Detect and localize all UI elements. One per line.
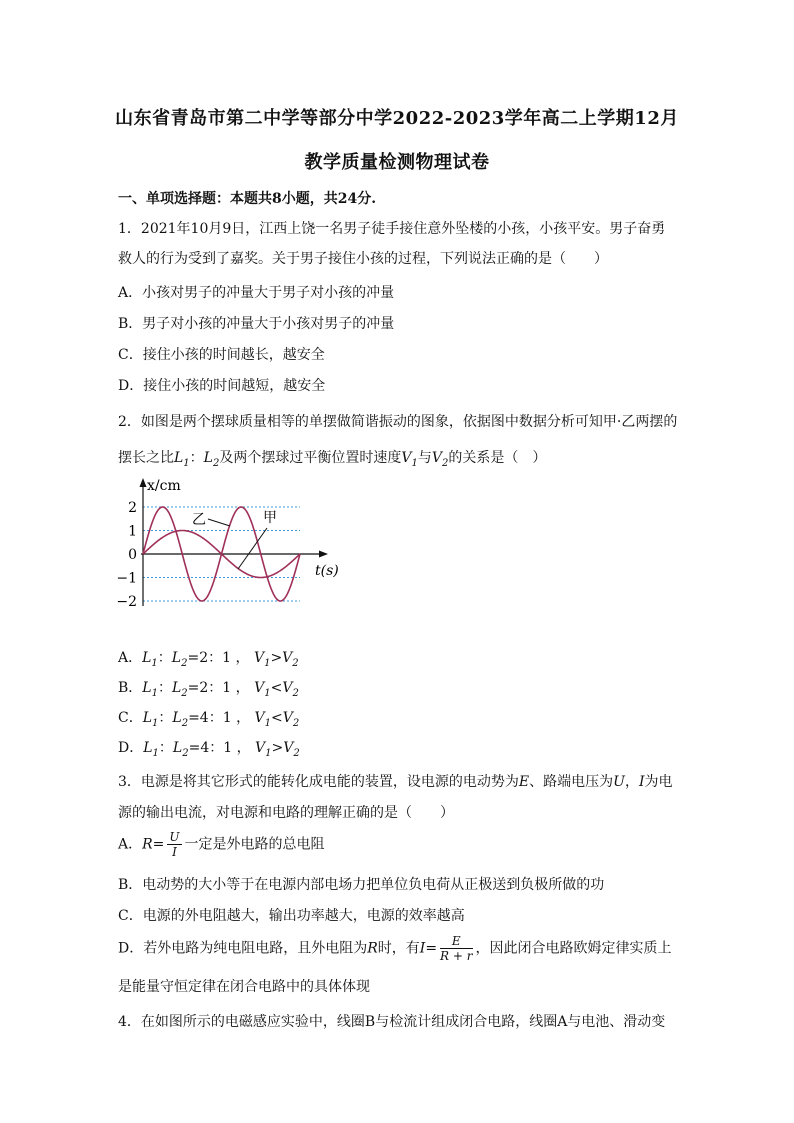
q4-stem-line1: 4．在如图所示的电磁感应实验中，线圈B与检流计组成闭合电路，线圈A与电池、滑动变 — [118, 1014, 666, 1030]
q3-stem-line1: 3．电源是将其它形式的能转化成电能的装置，设电源的电动势为E、路端电压为U，I为电 — [118, 774, 673, 790]
y-tick-label: 2 — [128, 500, 137, 516]
q1-stem-line1: 1．2021年10月9日，江西上饶一名男子徒手接住意外坠楼的小孩，小孩平安。男子奋勇 — [118, 221, 666, 237]
q1-stem-line2: 救人的行为受到了嘉奖。关于男子接住小孩的过程，下列说法正确的是（ ） — [118, 251, 608, 267]
q2-stem-line1: 2．如图是两个摆球质量相等的单摆做简谐振动的图象，依据图中数据分析可知甲·乙两摆的 — [118, 414, 678, 430]
y-axis-label: x/cm — [147, 478, 181, 494]
q3-option-d-line2: 是能量守恒定律在闭合电路中的具体体现 — [118, 979, 370, 995]
q2-option-a: A．$L_1$：$L_2=2$：1 ， $V_1>V_2$ — [118, 650, 299, 669]
oscillation-chart — [110, 470, 350, 610]
annotation-yi: 乙 — [192, 512, 206, 528]
q2-stem-line2: 摆长之比$L_1$：$L_2$及两个摆球过平衡位置时速度$V_1$与$V_2$的关系是（ ） — [118, 450, 547, 469]
y-tick-label: −2 — [116, 594, 137, 610]
q2-option-d: D．$L_1$：$L_2=4$：1 ， $V_1>V_2$ — [118, 740, 300, 759]
annotation-yi-pointer — [208, 519, 230, 526]
q3-option-d: D．若外电路为纯电阻电路，且外电阻为R时，有I= $\frac{E}{R + r}$ ，因此闭合电路欧姆定律实质上 — [118, 934, 672, 963]
q2-option-b: B．$L_1$：$L_2=2$：1 ， $V_1<V_2$ — [118, 680, 299, 699]
q1-option-a: A．小孩对男子的冲量大于男子对小孩的冲量 — [118, 285, 395, 301]
y-axis-arrow — [140, 478, 147, 487]
exam-title-line2: 教学质量检测物理试卷 — [304, 152, 490, 173]
y-tick-label: 1 — [128, 523, 137, 540]
x-axis-arrow — [319, 551, 328, 558]
y-tick-label: −1 — [116, 570, 137, 587]
q1-option-d: D．接住小孩的时间越短，越安全 — [118, 378, 326, 394]
q3-option-b: B．电动势的大小等于在电源内部电场力把单位负电荷从正极送到负极所做的功 — [118, 877, 605, 893]
q3-option-a: A．R= $\frac{U}{I}$ 一定是外电路的总电阻 — [118, 830, 325, 859]
q2-option-c: C．$L_1$：$L_2=4$：1 ， $V_1<V_2$ — [118, 710, 300, 729]
q3-stem-line2: 源的输出电流，对电源和电路的理解正确的是（ ） — [118, 805, 454, 821]
section-heading: 一、单项选择题：本题共8小题，共24分. — [118, 191, 377, 207]
q1-option-c: C．接住小孩的时间越长，越安全 — [118, 347, 325, 363]
q3-option-c: C．电源的外电阻越大，输出功率越大，电源的效率越高 — [118, 908, 465, 924]
annotation-jia: 甲 — [263, 510, 277, 526]
y-tick-label: 0 — [128, 547, 137, 563]
q1-option-b: B．男子对小孩的冲量大于小孩对男子的冲量 — [118, 316, 395, 332]
exam-title-line1: 山东省青岛市第二中学等部分中学2022-2023学年高二上学期12月 — [115, 108, 679, 129]
x-axis-label: t(s) — [315, 563, 339, 579]
